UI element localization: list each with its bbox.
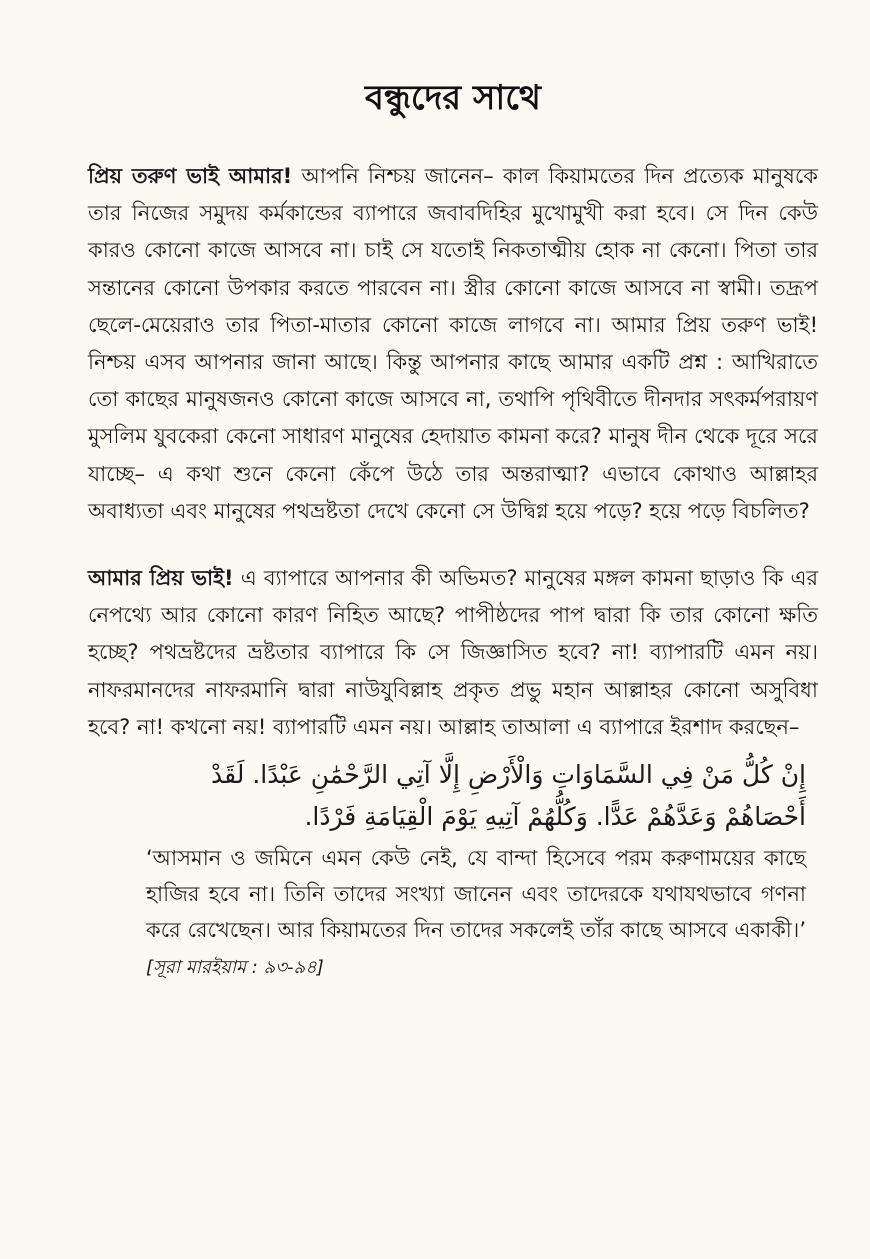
arabic-verse-line-1: إِنْ كُلُّ مَنْ فِي السَّمَاوَاتِ وَالْأَرْضِ إِلَّا آتِي الرَّحْمَٰنِ عَبْدًا. لَقَدْ — [211, 760, 806, 790]
paragraph-1-body: আপনি নিশ্চয় জানেন– কাল কিয়ামতের দিন প্রত্যেক মানুষকে তার নিজের সমুদয় কর্মকান্ডের ব্যাপারে জবাবদিহির মুখোমুখী করা হবে। সে দিন কেউ কারও কোনো কাজে আসবে না। চাই সে যতোই নিকতাত্মীয় হোক না কেনো। পিতা তার সন্তানের কোনো উপকার করতে পারবেন না। স্ত্রীর কোনো কাজে আসবে না স্বামী। তদ্রূপ ছেলে-মেয়েরাও তার পিতা-মাতার কোনো কাজে লাগবে না। আমার প্রিয় তরুণ ভাই! নিশ্চয় এসব আপনার জানা আছে। কিন্তু আপনার কাছে আমার একটি প্রশ্ন : আখিরাতে তো কাছের মানুষজনও কোনো কাজে আসবে না, তথাপি পৃথিবীতে দীনদার সৎকর্মপরায়ণ মুসলিম যুবকেরা কেনো সাধারণ মানুষের হেদায়াত কামনা করে? মানুষ দীন থেকে দূরে সরে যাচ্ছে– এ কথা শুনে কেনো কেঁপে উঠে তার অন্তরাত্মা? এভাবে কোথাও আল্লাহর অবাধ্যতা এবং মানুষের পথভ্রষ্টতা দেখে কেনো সে উদ্বিগ্ন হয়ে পড়ে? হয়ে পড়ে বিচলিত? — [88, 164, 818, 523]
translation-text: ‘আসমান ও জমিনে এমন কেউ নেই, যে বান্দা হিসেবে পরম করুণাময়ের কাছে হাজির হবে না। তিনি তাদের সংখ্যা জানেন এবং তাদেরকে যথাযথভাবে গণনা করে রেখেছেন। আর কিয়ামতের দিন তাদের সকলেই তাঁর কাছে আসবে একাকী।’ — [146, 846, 806, 943]
verse-translation — [146, 840, 806, 986]
paragraph-1-lead: প্রিয় তরুণ ভাই আমার! — [88, 164, 293, 188]
quran-quote — [146, 754, 818, 986]
paragraph-2 — [88, 560, 818, 746]
paragraph-2-body: এ ব্যাপারে আপনার কী অভিমত? মানুষের মঙ্গল কামনা ছাড়াও কি এর নেপথ্যে আর কোনো কারণ নিহিত আছে? পাপীষ্ঠদের পাপ দ্বারা কি তার কোনো ক্ষতি হচ্ছে? পথভ্রষ্টদের ভ্রষ্টতার ব্যাপারে কি সে জিজ্ঞাসিত হবে? না! ব্যাপারটি এমন নয়। নাফরমানদের নাফরমানি দ্বারা নাউযুবিল্লাহ প্রকৃত প্রভু মহান আল্লাহর কোনো অসুবিধা হবে? না! কখনো নয়! ব্যাপারটি এমন নয়। আল্লাহ তাআলা এ ব্যাপারে ইরশাদ করছেন– — [88, 566, 818, 739]
arabic-verse-line-2: أَحْصَاهُمْ وَعَدَّهُمْ عَدًّا. وَكُلُّهُمْ آتِيهِ يَوْمَ الْقِيَامَةِ فَرْدًا. — [304, 802, 806, 832]
page-title: বন্ধুদের সাথে — [365, 78, 541, 118]
surah-reference: [সূরা মারইয়াম : ৯৩-৯৪] — [146, 957, 324, 979]
paragraph-2-lead: আমার প্রিয় ভাই! — [88, 566, 234, 591]
paragraph-1 — [88, 158, 818, 530]
